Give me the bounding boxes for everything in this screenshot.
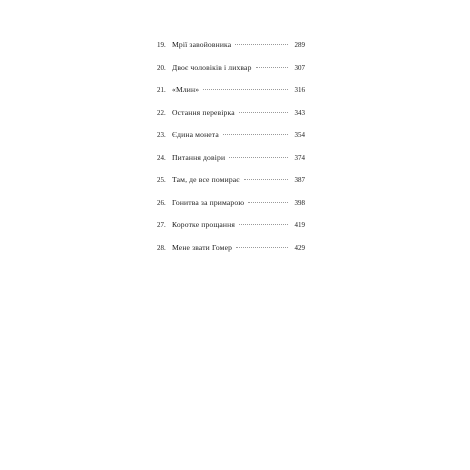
chapter-number: 25. [157, 176, 166, 184]
dot-leader [244, 179, 288, 180]
chapter-number: 22. [157, 108, 166, 117]
dot-leader [239, 112, 288, 113]
toc-entry[interactable] [157, 175, 305, 198]
toc-entry[interactable] [157, 85, 305, 108]
chapter-title: «Млин» [172, 85, 200, 94]
chapter-title: Мрії завойовника [172, 40, 232, 49]
dot-leader [229, 157, 288, 158]
page-number: 316 [294, 86, 305, 94]
chapter-number: 26. [157, 198, 166, 207]
toc-entry[interactable] [157, 63, 305, 86]
dot-leader [235, 44, 288, 45]
chapter-title: Там, де все помирає [172, 175, 240, 184]
page-number: 374 [294, 153, 305, 162]
chapter-title: Єдина монета [172, 130, 219, 139]
dot-leader [256, 67, 288, 68]
chapter-title: Коротке прощання [172, 220, 235, 229]
chapter-number: 21. [157, 86, 166, 94]
dot-leader [248, 202, 288, 203]
toc-entry[interactable] [157, 108, 305, 131]
toc-entry[interactable] [157, 243, 305, 266]
toc-entry[interactable] [157, 220, 305, 243]
toc-entry[interactable] [157, 130, 305, 153]
chapter-number: 23. [157, 131, 166, 139]
dot-leader [239, 224, 288, 225]
page-number: 289 [294, 41, 305, 49]
page-number: 398 [294, 198, 305, 207]
page-number: 354 [294, 131, 305, 139]
page-number: 343 [294, 108, 305, 117]
chapter-title: Мене звати Гомер [172, 242, 233, 252]
page-number: 429 [294, 243, 305, 252]
chapter-title: Гонитва за примарою [172, 197, 245, 207]
toc-entry[interactable] [157, 153, 305, 176]
dot-leader [236, 247, 288, 248]
table-of-contents [157, 40, 305, 265]
dot-leader [223, 134, 288, 135]
page-number: 307 [294, 63, 305, 72]
chapter-number: 24. [157, 153, 166, 162]
toc-entry[interactable] [157, 40, 305, 63]
chapter-number: 27. [157, 221, 166, 229]
chapter-title: Остання перевірка [172, 107, 235, 117]
page-number: 419 [294, 221, 305, 229]
toc-entry[interactable] [157, 198, 305, 221]
chapter-number: 19. [157, 41, 166, 49]
chapter-title: Двоє чоловіків і лихвар [172, 62, 252, 72]
chapter-number: 20. [157, 63, 166, 72]
page-number: 387 [294, 176, 305, 184]
dot-leader [203, 89, 288, 90]
chapter-number: 28. [157, 243, 166, 252]
chapter-title: Питання довіри [172, 152, 226, 162]
